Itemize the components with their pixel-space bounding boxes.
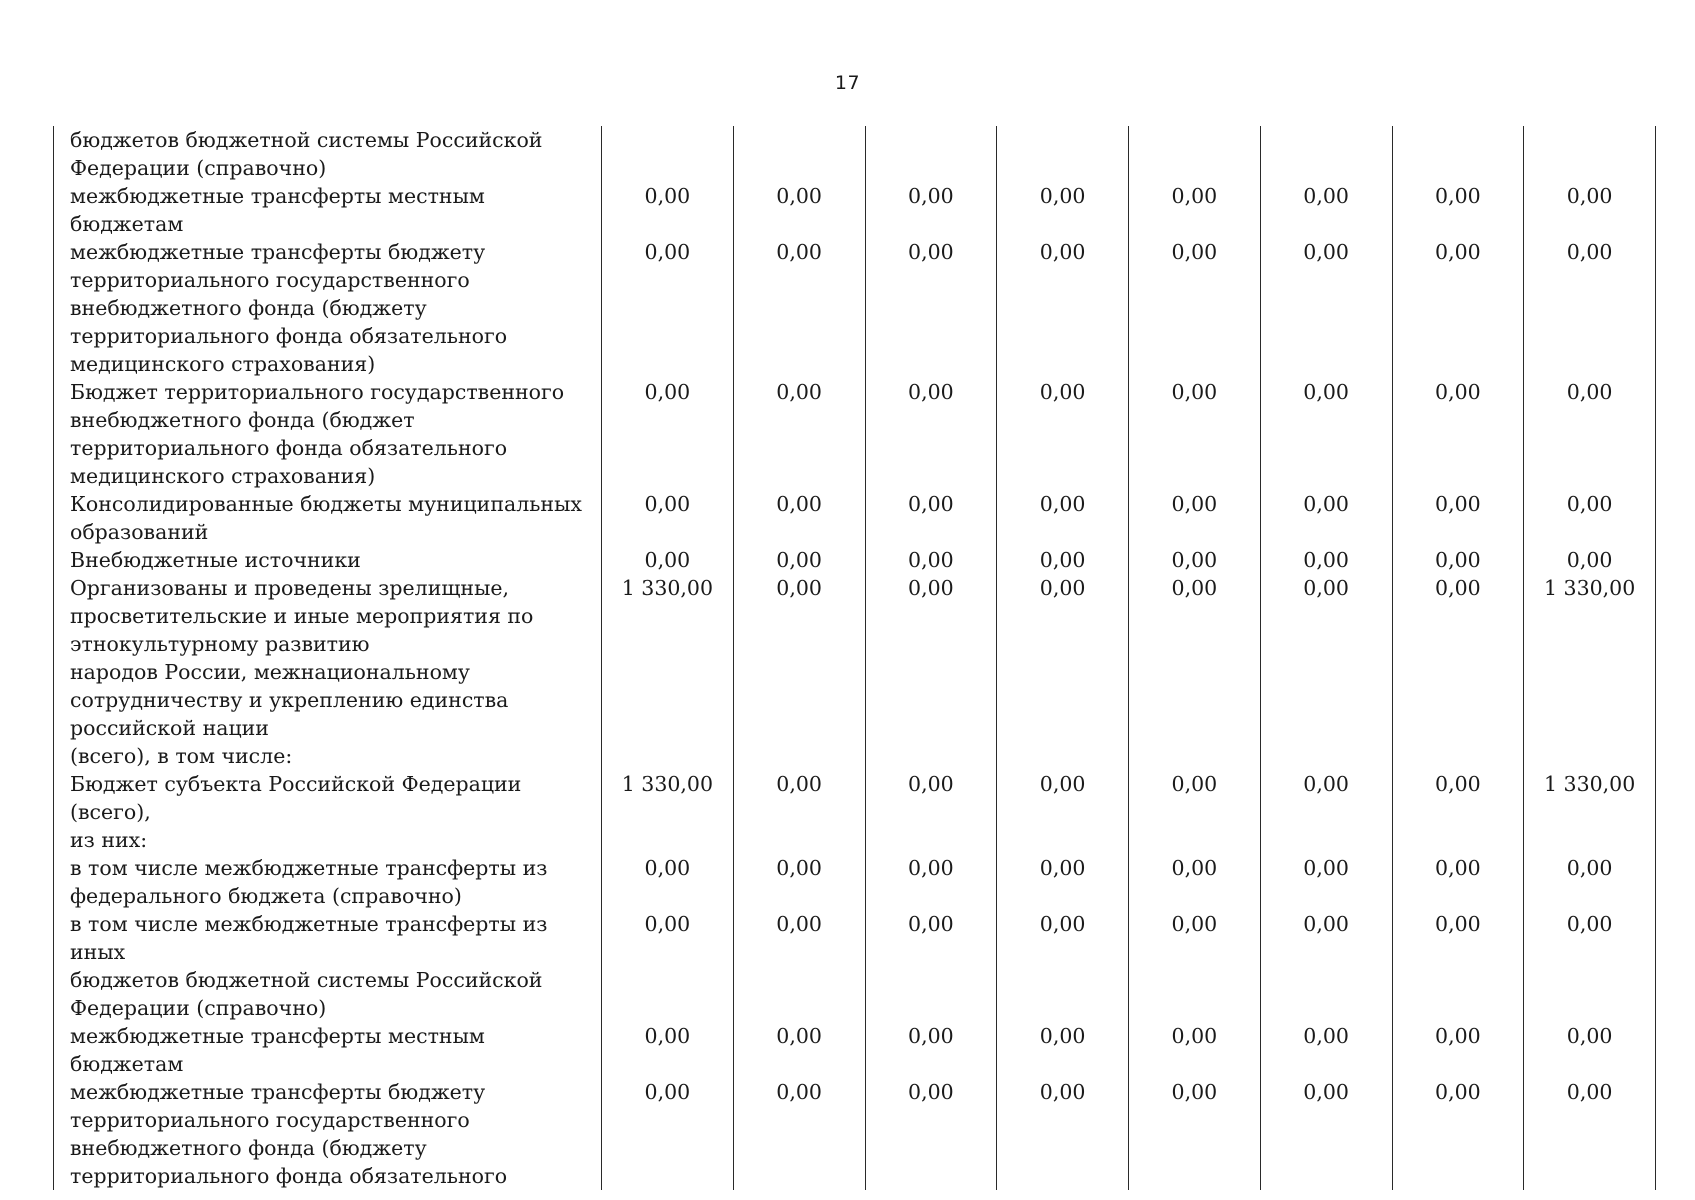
value-cell: 0,00 [997,770,1129,854]
value-cell: 0,00 [733,238,865,378]
value-cell [733,126,865,182]
value-cell: 0,00 [1260,574,1392,770]
page-number: 17 [834,72,861,94]
value-cell: 0,00 [1260,910,1392,1022]
value-cell: 0,00 [997,910,1129,1022]
value-cell: 0,00 [997,1078,1129,1190]
value-cell: 0,00 [733,770,865,854]
value-cell: 0,00 [1392,1078,1524,1190]
value-cell: 0,00 [997,238,1129,378]
value-cell: 0,00 [865,770,997,854]
value-cell: 0,00 [733,574,865,770]
value-cell: 0,00 [1129,238,1261,378]
value-cell: 0,00 [733,546,865,574]
value-cell: 0,00 [1392,182,1524,238]
value-cell: 0,00 [1260,1022,1392,1078]
row-label: Бюджет территориального государственного внебюджетного фонда (бюджет территориального фонда обязательного медицинского страхования) [54,378,602,490]
value-cell: 0,00 [997,546,1129,574]
value-cell: 0,00 [1524,378,1656,490]
table-row [54,1022,1656,1078]
value-cell: 0,00 [997,182,1129,238]
value-cell: 0,00 [1392,854,1524,910]
table-row [54,378,1656,490]
value-cell: 0,00 [1129,182,1261,238]
row-label: бюджетов бюджетной системы Российской Федерации (справочно) [54,126,602,182]
value-cell: 0,00 [1524,1022,1656,1078]
value-cell [1524,126,1656,182]
table-row [54,854,1656,910]
value-cell: 0,00 [1392,238,1524,378]
table-row [54,770,1656,854]
value-cell: 0,00 [997,574,1129,770]
value-cell: 0,00 [1260,770,1392,854]
value-cell: 0,00 [1129,574,1261,770]
table-row [54,238,1656,378]
value-cell: 0,00 [733,1022,865,1078]
value-cell: 0,00 [865,854,997,910]
row-label: Бюджет субъекта Российской Федерации (всего), из них: [54,770,602,854]
value-cell: 0,00 [602,182,734,238]
value-cell: 0,00 [1392,574,1524,770]
row-label: в том числе межбюджетные трансферты из иных бюджетов бюджетной системы Российской Федерации (справочно) [54,910,602,1022]
value-cell: 0,00 [997,378,1129,490]
value-cell: 0,00 [733,910,865,1022]
value-cell: 0,00 [1129,854,1261,910]
value-cell: 0,00 [1260,1078,1392,1190]
value-cell: 0,00 [865,378,997,490]
value-cell: 0,00 [1260,854,1392,910]
table-row [54,490,1656,546]
table-row [54,126,1656,182]
value-cell: 0,00 [1524,238,1656,378]
value-cell: 0,00 [865,238,997,378]
value-cell: 0,00 [733,182,865,238]
table-row [54,546,1656,574]
value-cell: 0,00 [733,490,865,546]
value-cell: 0,00 [997,854,1129,910]
table-row [54,910,1656,1022]
value-cell: 0,00 [1129,378,1261,490]
value-cell: 0,00 [997,1022,1129,1078]
value-cell: 0,00 [1392,546,1524,574]
value-cell: 0,00 [1524,854,1656,910]
value-cell: 0,00 [865,546,997,574]
value-cell: 0,00 [602,490,734,546]
value-cell: 0,00 [1260,378,1392,490]
value-cell: 0,00 [865,490,997,546]
value-cell: 0,00 [1524,1078,1656,1190]
row-label: Консолидированные бюджеты муниципальных образований [54,490,602,546]
value-cell: 1 330,00 [1524,574,1656,770]
value-cell: 0,00 [865,574,997,770]
row-label: межбюджетные трансферты местным бюджетам [54,1022,602,1078]
value-cell: 0,00 [602,546,734,574]
value-cell: 0,00 [1129,1022,1261,1078]
value-cell: 0,00 [1392,770,1524,854]
row-label: в том числе межбюджетные трансферты из федерального бюджета (справочно) [54,854,602,910]
value-cell: 0,00 [865,1022,997,1078]
value-cell: 0,00 [1129,1078,1261,1190]
value-cell: 1 330,00 [602,574,734,770]
row-label: межбюджетные трансферты бюджету территориального государственного внебюджетного фонда (бюджету территориального фонда обязательного медицинского страхования) [54,238,602,378]
value-cell [997,126,1129,182]
value-cell: 0,00 [1524,910,1656,1022]
value-cell [865,126,997,182]
value-cell: 0,00 [1129,546,1261,574]
value-cell: 0,00 [1392,910,1524,1022]
value-cell: 0,00 [997,490,1129,546]
value-cell: 0,00 [1260,546,1392,574]
value-cell [602,126,734,182]
table-row [54,574,1656,770]
table-row [54,1078,1656,1190]
value-cell: 0,00 [865,1078,997,1190]
value-cell [1392,126,1524,182]
value-cell: 1 330,00 [1524,770,1656,854]
value-cell [1129,126,1261,182]
value-cell: 0,00 [1392,1022,1524,1078]
value-cell [1260,126,1392,182]
row-label: межбюджетные трансферты бюджету территориального государственного внебюджетного фонда (бюджету территориального фонда обязательного [54,1078,602,1190]
value-cell: 0,00 [1392,490,1524,546]
table-body [54,126,1656,1190]
value-cell: 0,00 [602,910,734,1022]
value-cell: 0,00 [602,378,734,490]
value-cell: 0,00 [1129,910,1261,1022]
value-cell: 0,00 [602,1078,734,1190]
value-cell: 0,00 [1260,182,1392,238]
value-cell: 0,00 [602,238,734,378]
value-cell: 0,00 [733,854,865,910]
row-label: Внебюджетные источники [54,546,602,574]
value-cell: 0,00 [1524,182,1656,238]
value-cell: 0,00 [733,1078,865,1190]
value-cell: 0,00 [1392,378,1524,490]
budget-table [53,126,1656,1190]
value-cell: 0,00 [602,854,734,910]
row-label: межбюджетные трансферты местным бюджетам [54,182,602,238]
value-cell: 1 330,00 [602,770,734,854]
value-cell: 0,00 [733,378,865,490]
value-cell: 0,00 [865,182,997,238]
value-cell: 0,00 [1129,770,1261,854]
value-cell: 0,00 [602,1022,734,1078]
value-cell: 0,00 [1129,490,1261,546]
value-cell: 0,00 [1260,490,1392,546]
value-cell: 0,00 [1260,238,1392,378]
table-row [54,182,1656,238]
value-cell: 0,00 [1524,490,1656,546]
value-cell: 0,00 [1524,546,1656,574]
row-label: Организованы и проведены зрелищные, просветительские и иные мероприятия по этнокультурному развитию народов России, межнациональному сотрудничеству и укреплению единства российской нации (всего), в том числе: [54,574,602,770]
value-cell: 0,00 [865,910,997,1022]
